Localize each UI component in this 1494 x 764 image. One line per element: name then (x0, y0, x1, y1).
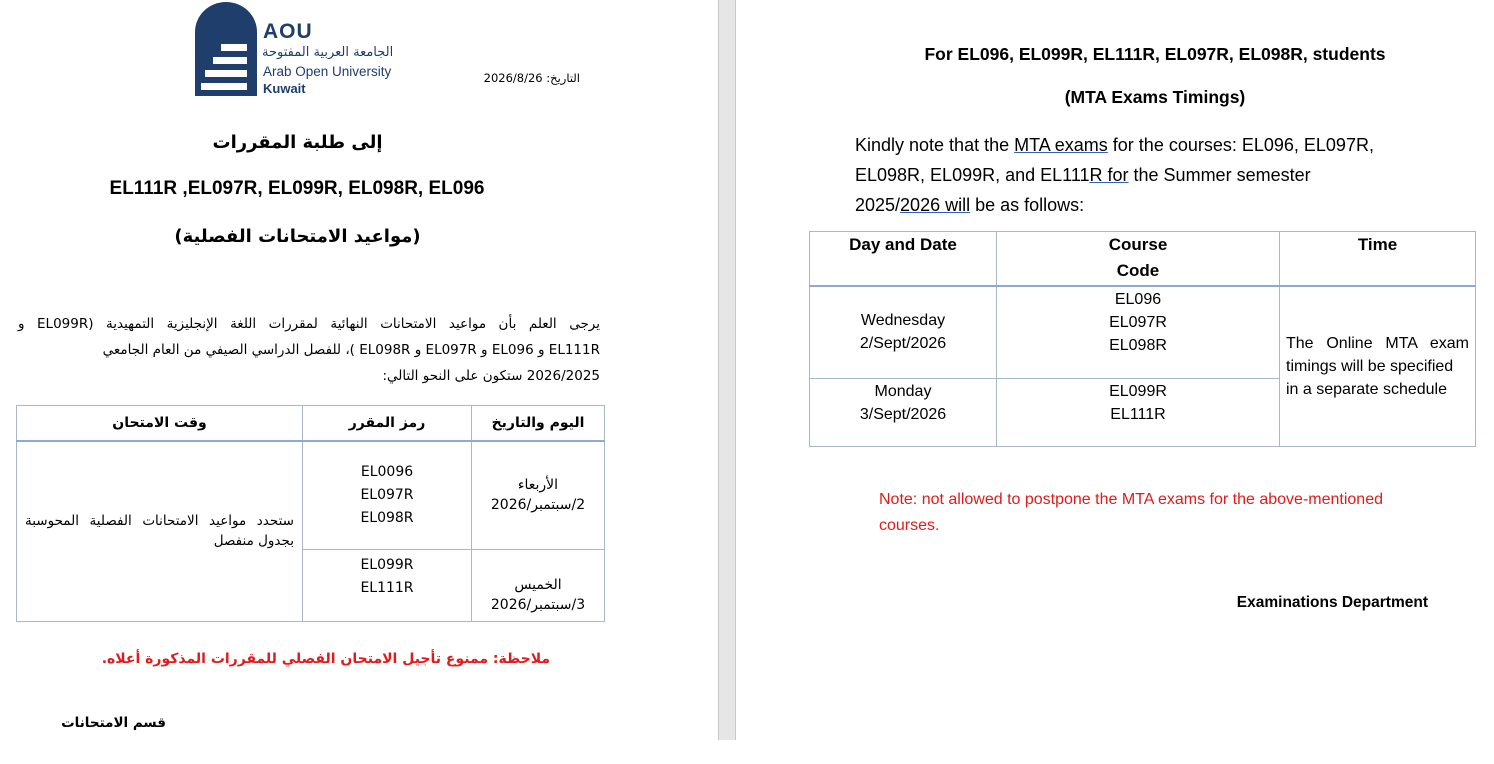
course-code: EL0096 (360, 463, 414, 480)
heading-mta-timings: (MTA Exams Timings) (1064, 87, 1246, 107)
time-note-line: timings will be specified (1286, 357, 1454, 375)
cell-course-codes (997, 378, 1280, 446)
underlined-text: R for (1089, 165, 1129, 185)
text: Kindly note that the (855, 135, 1015, 155)
cell-time (1280, 286, 1476, 446)
cell-day-date (472, 549, 605, 621)
cell-day-date (810, 378, 997, 446)
intro-paragraph-line3: 2026/2025 ستكون على النحو التالي: (382, 368, 600, 384)
date: 3/Sept/2026 (859, 405, 947, 423)
header-text: Course (1108, 235, 1168, 254)
table-header-row (810, 232, 1476, 287)
text: EL098R, EL099R, and EL111 (855, 165, 1090, 185)
day-name: Monday (874, 382, 932, 400)
arabic-page (0, 0, 718, 764)
heading-students: For EL096, EL099R, EL111R, EL097R, EL098R, students (924, 44, 1386, 64)
header-exam-time: وقت الامتحان (17, 406, 303, 442)
day-name: Wednesday (860, 312, 946, 330)
date: 2/Sept/2026 (859, 335, 947, 353)
logo-branch: Kuwait (263, 81, 306, 96)
title-exam-schedule: (مواعيد الامتحانات الفصلية) (174, 226, 421, 247)
text: be as follows: (970, 195, 1085, 215)
table-row (810, 286, 1476, 378)
date: 2/سبتمبر/2026 (490, 497, 586, 514)
aou-logo-emblem-icon (195, 2, 257, 96)
cell-course-codes (997, 286, 1280, 378)
date: 3/سبتمبر/2026 (490, 597, 586, 613)
intro-paragraph-line1: يرجى العلم بأن مواعيد الامتحانات النهائية لمقررات اللغة الإنجليزية التمهيدية (EL099R و (18, 316, 600, 332)
time-note-line: in a separate schedule (1286, 380, 1447, 398)
note-line: Note: not allowed to postpone the MTA exams for the above-mentioned (879, 491, 1383, 508)
cell-exam-time: ستحدد مواعيد الامتحانات الفصلية المحوسبة بجدول منفصل (17, 441, 303, 621)
cell-day-date (810, 286, 997, 378)
table-header-row (17, 406, 605, 442)
logo-arabic-name: الجامعة العربية المفتوحة (262, 45, 394, 60)
arabic-schedule-table (16, 405, 605, 622)
header-day-date: Day and Date (810, 232, 997, 287)
text: 2025/ (855, 195, 901, 215)
header-time: Time (1280, 232, 1476, 287)
text: the Summer semester (1128, 165, 1311, 185)
course-code: EL098R (360, 509, 414, 526)
document-date: التاريخ: 2026/8/26 (483, 71, 580, 85)
title-recipients: إلى طلبة المقررات (212, 132, 383, 153)
postpone-note: ملاحظة: ممنوع تأجيل الامتحان الفصلي للمقررات المذكورة أعلاه. (101, 651, 550, 667)
paragraph-line (855, 190, 1455, 220)
course-code: EL097R (1109, 314, 1167, 331)
paragraph-line (855, 130, 1455, 160)
logo-english-name: Arab Open University (263, 64, 392, 79)
postpone-note (879, 487, 1479, 539)
header-course-code: رمز المقرر (303, 406, 472, 442)
english-schedule-table (809, 231, 1476, 447)
cell-day-date (472, 441, 605, 549)
paragraph-line (855, 160, 1455, 190)
signature-department: قسم الامتحانات (61, 715, 166, 731)
course-code: EL111R (1110, 405, 1166, 423)
note-line: courses. (879, 517, 940, 534)
intro-paragraph (855, 130, 1455, 220)
header-day-date: اليوم والتاريخ (472, 406, 605, 442)
header-text: Code (1116, 261, 1160, 280)
logo-abbr: AOU (263, 20, 313, 43)
day-name: الأربعاء (517, 477, 559, 494)
table-row (17, 441, 605, 549)
course-code: EL096 (1114, 291, 1162, 308)
title-courses: EL111R ,EL097R, EL099R, EL098R, EL096 (109, 178, 485, 199)
day-name: الخميس (514, 577, 562, 593)
text: for the courses: EL096, EL097R, (1107, 135, 1374, 155)
course-code: EL098R (1109, 337, 1167, 354)
page-gutter (718, 0, 736, 740)
underlined-text: 2026 will (900, 195, 971, 215)
cell-course-codes (303, 441, 472, 549)
course-code: EL097R (360, 486, 414, 503)
course-code: EL099R (360, 556, 414, 573)
course-code: EL111R (360, 579, 414, 596)
cell-course-codes (303, 549, 472, 621)
underlined-text: MTA exams (1014, 135, 1108, 155)
header-course-code (997, 232, 1280, 287)
time-note-line: The Online MTA exam (1286, 334, 1469, 352)
signature-department: Examinations Department (1236, 594, 1428, 611)
intro-paragraph-line2: EL111R و EL096 و EL097R و EL098R )، للفصل الدراسي الصيفي من العام الجامعي (102, 342, 600, 358)
course-code: EL099R (1109, 382, 1167, 400)
